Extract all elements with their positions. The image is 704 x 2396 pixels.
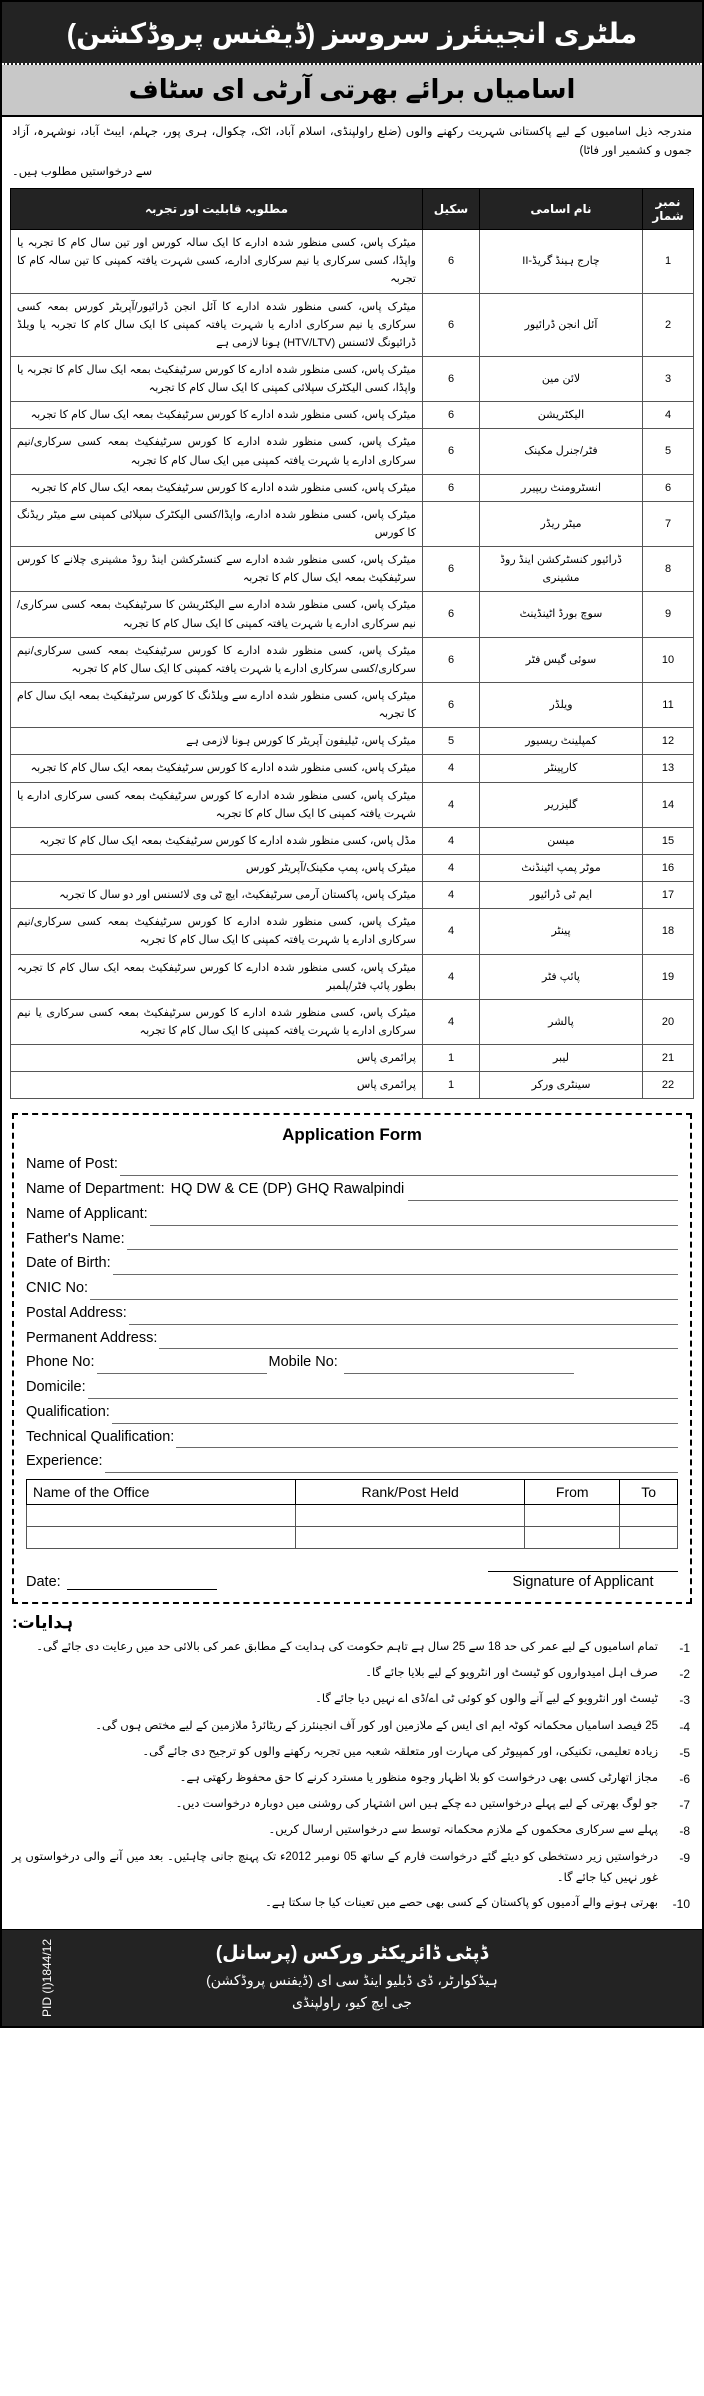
table-row: [11, 547, 694, 592]
phone-label: Phone No:: [26, 1354, 95, 1371]
cell-qualification: میٹرک پاس، کسی منظور شدہ ادارے سے الیکٹریشن کا سرٹیفکیٹ بمعہ کسی سرکاری/نیم سرکاری ادارے یا شہرت یافتہ کمپنی کا ایک سال کام کا تجربہ: [11, 592, 423, 637]
column-header-serial: نمبر شمار: [643, 189, 694, 230]
instruction-item: [12, 1820, 690, 1842]
subtitle-banner: [2, 65, 702, 117]
field-input[interactable]: [113, 1260, 678, 1275]
table-row: [11, 637, 694, 682]
cell-qualification: میٹرک پاس، کسی منظور شدہ ادارے سے ویلڈنگ کا کورس سرٹیفکیٹ بمعہ ایک سال کام کا تجربہ: [11, 682, 423, 727]
experience-cell[interactable]: [620, 1527, 678, 1549]
table-row: [11, 592, 694, 637]
cell-sr: 15: [643, 827, 694, 854]
form-field-row: [26, 1179, 678, 1201]
cell-qualification: میٹرک پاس، کسی منظور شدہ ادارے کا کورس سرٹیفکیٹ بمعہ کسی سرکاری/نیم سرکاری ادارے یا شہرت یافتہ کمپنی میں ایک سال کام کا تجربہ: [11, 429, 423, 474]
instruction-number: 7-: [679, 1798, 690, 1813]
table-row: [11, 755, 694, 782]
signature-label: Signature of Applicant: [512, 1574, 654, 1591]
jobs-table: [10, 188, 694, 1099]
form-footer-row: [26, 1571, 678, 1590]
cell-qualification: پرائمری پاس: [11, 1045, 423, 1072]
cell-name: چارج ہینڈ گریڈ-II: [480, 230, 643, 293]
cell-scale: [423, 501, 480, 546]
cell-sr: 9: [643, 592, 694, 637]
form-field-row: [26, 1427, 678, 1449]
cell-sr: 14: [643, 782, 694, 827]
instruction-number: 8-: [679, 1824, 690, 1839]
cell-scale: 4: [423, 854, 480, 881]
form-field-row: [26, 1402, 678, 1424]
cell-scale: 5: [423, 728, 480, 755]
authority-footer: [2, 1929, 702, 2025]
cell-sr: 6: [643, 474, 694, 501]
cell-name: انسٹرومنٹ ریپیرر: [480, 474, 643, 501]
experience-column-header: Rank/Post Held: [296, 1480, 525, 1505]
instruction-text: جو لوگ بھرتی کے لیے پہلے درخواستیں دے چکے ہیں اس اشتہار کی روشنی میں دوبارہ درخواست دیں۔: [175, 1798, 658, 1811]
application-form-title: Application Form: [282, 1125, 422, 1145]
table-row: [11, 909, 694, 954]
field-input[interactable]: [159, 1334, 678, 1349]
cell-scale: 6: [423, 592, 480, 637]
intro-line-1: مندرجہ ذیل اسامیوں کے لیے پاکستانی شہریت رکھنے والوں (ضلع راولپنڈی، اسلام آباد، اٹک، چکوال، ہری پور، جہلم، ایبٹ آباد، نوشہرہ، آزاد جموں و کشمیر اور فاٹا): [12, 125, 692, 158]
cell-name: لیبر: [480, 1045, 643, 1072]
cell-sr: 5: [643, 429, 694, 474]
instructions-heading: ہدایات:: [12, 1613, 74, 1633]
instruction-item: [12, 1663, 690, 1685]
instruction-item: [12, 1847, 690, 1890]
cell-qualification: میٹرک پاس، کسی منظور شدہ ادارے کا کورس سرٹیفکیٹ بمعہ کسی سرکاری ادارے یا شہرت یافتہ کمپنی کا ایک سال کام کا تجربہ: [11, 782, 423, 827]
signature-group: [488, 1571, 678, 1590]
cell-name: پینٹر: [480, 909, 643, 954]
column-header-qualification: مطلوبہ قابلیت اور تجربہ: [11, 189, 423, 230]
cell-qualification: مڈل پاس، کسی منظور شدہ ادارے کا کورس سرٹیفکیٹ بمعہ ایک سال کام کا تجربہ: [11, 827, 423, 854]
table-row: [11, 728, 694, 755]
cell-name: سوئی گیس فٹر: [480, 637, 643, 682]
cell-qualification: میٹرک پاس، کسی منظور شدہ ادارے کا کورس سرٹیفکیٹ بمعہ کسی سرکاری یا نیم سرکاری ادارے یا شہرت یافتہ کمپنی کا ایک سال کام کا تجربہ: [11, 999, 423, 1044]
cell-scale: 4: [423, 909, 480, 954]
cell-sr: 18: [643, 909, 694, 954]
cell-name: سینٹری ورکر: [480, 1072, 643, 1099]
table-row: [11, 230, 694, 293]
cell-sr: 17: [643, 882, 694, 909]
cell-name: کمپلینٹ ریسیور: [480, 728, 643, 755]
instruction-item: [12, 1742, 690, 1764]
cell-sr: 4: [643, 402, 694, 429]
form-field-row: [26, 1278, 678, 1300]
instruction-item: [12, 1689, 690, 1711]
instruction-number: 3-: [679, 1693, 690, 1708]
cell-sr: 22: [643, 1072, 694, 1099]
field-input[interactable]: [88, 1384, 678, 1399]
form-field-row: [26, 1303, 678, 1325]
field-label: Domicile:: [26, 1379, 86, 1396]
table-row: [11, 682, 694, 727]
experience-column-header: Name of the Office: [27, 1480, 296, 1505]
cell-qualification: میٹرک پاس، کسی منظور شدہ ادارے، واپڈا/کسی الیکٹرک سپلائی کمپنی سے میٹر ریڈنگ کا کورس: [11, 501, 423, 546]
instruction-text: درخواستیں زیر دستخطی کو دیئے گئے درخواست فارم کے ساتھ 05 نومبر 2012ء تک پہنچ جانی چاہئیں۔ بعد میں آنے والی درخواستوں پر غور نہیں کیا جائے گا۔: [12, 1850, 658, 1884]
cell-qualification: میٹرک پاس، کسی منظور شدہ ادارے کا کورس سرٹیفکیٹ بمعہ ایک سال کام کا تجربہ: [11, 402, 423, 429]
instruction-text: 25 فیصد اسامیاں محکمانہ کوٹہ ایم ای ایس کے ملازمین اور کور آف انجینئرز کے ریٹائرڈ ملازمین کے لیے مختص ہوں گی۔: [95, 1719, 658, 1732]
cell-scale: 6: [423, 682, 480, 727]
instruction-number: 2-: [679, 1667, 690, 1682]
instruction-number: 1-: [679, 1641, 690, 1656]
cell-qualification: میٹرک پاس، کسی منظور شدہ ادارے کا کورس سرٹیفکیٹ بمعہ کسی سرکاری/نیم سرکاری ادارے یا شہرت یافتہ کمپنی کا ایک سال کام کا تجربہ: [11, 909, 423, 954]
field-label: Permanent Address:: [26, 1329, 158, 1346]
field-input[interactable]: [112, 1409, 678, 1424]
cell-name: آئل انجن ڈرائیور: [480, 293, 643, 356]
cell-name: ویلڈر: [480, 682, 643, 727]
footer-location: جی ایچ کیو، راولپنڈی: [292, 1994, 412, 2011]
table-row: [11, 882, 694, 909]
organization-banner: [2, 2, 702, 65]
cell-scale: 6: [423, 402, 480, 429]
cell-name: پائپ فٹر: [480, 954, 643, 999]
experience-table: [26, 1479, 678, 1549]
cell-name: فٹر/جنرل مکینک: [480, 429, 643, 474]
cell-name: موٹر پمپ اٹینڈنٹ: [480, 854, 643, 881]
date-label: Date:: [26, 1574, 61, 1591]
table-row: [11, 501, 694, 546]
field-label: Name of Applicant:: [26, 1205, 148, 1222]
experience-cell[interactable]: [27, 1505, 296, 1527]
table-row: [11, 356, 694, 401]
cell-scale: 4: [423, 755, 480, 782]
table-row: [11, 954, 694, 999]
cell-sr: 2: [643, 293, 694, 356]
cell-sr: 16: [643, 854, 694, 881]
form-field-row: [26, 1451, 678, 1473]
form-field-row: [26, 1229, 678, 1251]
eligibility-intro: [2, 117, 702, 185]
cell-sr: 1: [643, 230, 694, 293]
cell-qualification: میٹرک پاس، کسی منظور شدہ ادارے کا کورس سرٹیفکیٹ بمعہ ایک سال کام کا تجربہ: [11, 474, 423, 501]
cell-scale: 1: [423, 1045, 480, 1072]
cell-sr: 19: [643, 954, 694, 999]
footer-designation: ڈپٹی ڈائریکٹر ورکس (پرسانل): [215, 1943, 489, 1965]
field-label: Qualification:: [26, 1403, 110, 1420]
field-input[interactable]: [150, 1211, 678, 1226]
cell-scale: 6: [423, 293, 480, 356]
cell-sr: 10: [643, 637, 694, 682]
cell-sr: 12: [643, 728, 694, 755]
form-field-row: [26, 1377, 678, 1399]
cell-name: الیکٹریشن: [480, 402, 643, 429]
cell-name: کارپینٹر: [480, 755, 643, 782]
field-input[interactable]: [90, 1285, 678, 1300]
instruction-number: 6-: [679, 1772, 690, 1787]
cell-scale: 4: [423, 782, 480, 827]
table-row: [11, 474, 694, 501]
instruction-item: [12, 1794, 690, 1816]
field-input[interactable]: [120, 1161, 678, 1176]
cell-scale: 6: [423, 429, 480, 474]
cell-scale: 6: [423, 230, 480, 293]
field-input[interactable]: [129, 1310, 678, 1325]
column-header-scale: سکیل: [423, 189, 480, 230]
cell-scale: 4: [423, 827, 480, 854]
jobs-table-body: [11, 230, 694, 1099]
cell-sr: 11: [643, 682, 694, 727]
cell-name: گلیزریر: [480, 782, 643, 827]
field-input[interactable]: [176, 1433, 678, 1448]
cell-qualification: میٹرک پاس، کسی منظور شدہ ادارے کا کورس سرٹیفکیٹ بمعہ ایک سال کام کا تجربہ: [11, 755, 423, 782]
phone-mobile-row: [26, 1352, 678, 1374]
table-row: [11, 429, 694, 474]
phone-input[interactable]: [97, 1359, 267, 1374]
instruction-text: تمام اسامیوں کے لیے عمر کی حد 18 سے 25 سال ہے تاہم حکومت کی ہدایت کے مطابق عمر کی بالائی حد میں رعایت دی جائے گی۔: [36, 1641, 658, 1654]
table-row: [11, 1072, 694, 1099]
cell-sr: 3: [643, 356, 694, 401]
cell-scale: 6: [423, 356, 480, 401]
organization-title: ملٹری انجینئرز سروسز (ڈیفنس پروڈکشن): [66, 18, 638, 49]
cell-qualification: پرائمری پاس: [11, 1072, 423, 1099]
instruction-text: پہلے سے سرکاری محکموں کے ملازم محکمانہ توسط سے درخواستیں ارسال کریں۔: [268, 1824, 658, 1837]
instruction-text: بھرتی ہونے والے آدمیوں کو پاکستان کے کسی بھی حصے میں تعینات کیا جا سکتا ہے۔: [265, 1897, 658, 1910]
cell-scale: 6: [423, 474, 480, 501]
instruction-number: 10-: [672, 1897, 690, 1912]
field-input[interactable]: [105, 1458, 678, 1473]
experience-cell[interactable]: [525, 1505, 620, 1527]
field-label: Technical Qualification:: [26, 1428, 175, 1445]
instruction-text: زیادہ تعلیمی، تکنیکی، اور کمپیوٹر کی مہارت اور متعلقہ شعبہ میں تجربہ رکھنے والوں کو ترجیح دی جائے گی۔: [142, 1745, 658, 1758]
cell-qualification: میٹرک پاس، کسی منظور شدہ ادارے سے کنسٹرکشن اینڈ روڈ مشینری چلانے کا کورس سرٹیفکیٹ بمعہ ایک سال کام کا تجربہ: [11, 547, 423, 592]
cell-qualification: میٹرک پاس، ٹیلیفون آپریٹر کا کورس ہونا لازمی ہے: [11, 728, 423, 755]
table-row: [11, 402, 694, 429]
table-row: [11, 854, 694, 881]
cell-sr: 20: [643, 999, 694, 1044]
cell-qualification: میٹرک پاس، پاکستان آرمی سرٹیفکیٹ، ایچ ٹی وی لائسنس اور دو سال کا تجربہ: [11, 882, 423, 909]
cell-name: ایم ٹی ڈرائیور: [480, 882, 643, 909]
experience-header-row: [27, 1480, 678, 1505]
field-label: Father's Name:: [26, 1230, 125, 1247]
cell-scale: 4: [423, 882, 480, 909]
experience-cell[interactable]: [525, 1527, 620, 1549]
column-header-post-name: نام اسامی: [480, 189, 643, 230]
field-input[interactable]: [127, 1235, 678, 1250]
form-fields-group-2: [26, 1377, 678, 1473]
instruction-item: [12, 1893, 690, 1915]
mobile-label: Mobile No:: [268, 1354, 338, 1371]
instruction-text: صرف اہل امیدواروں کو ٹیسٹ اور انٹرویو کے لیے بلایا جائے گا۔: [365, 1667, 658, 1680]
instruction-item: [12, 1716, 690, 1738]
cell-name: سوچ بورڈ اٹینڈینٹ: [480, 592, 643, 637]
table-row: [11, 293, 694, 356]
pid-number: PID (I)1844/12: [40, 1938, 55, 2017]
experience-column-header: From: [525, 1480, 620, 1505]
field-label: Name of Post:: [26, 1156, 118, 1173]
experience-cell[interactable]: [27, 1527, 296, 1549]
advertisement-subtitle: اسامیاں برائے بھرتی آرٹی ای سٹاف: [128, 74, 576, 104]
instruction-text: مجاز اتھارٹی کسی بھی درخواست کو بلا اظہار وجوہ منظور یا مسترد کرنے کا حق محفوظ رکھتی ہے۔: [179, 1772, 658, 1785]
cell-name: میسن: [480, 827, 643, 854]
cell-qualification: میٹرک پاس، کسی منظور شدہ ادارے کا کورس سرٹیفکیٹ بمعہ ایک سال کام کا تجربہ بطور پائپ فٹر/پلمبر: [11, 954, 423, 999]
field-label: Postal Address:: [26, 1304, 127, 1321]
cell-name: ڈرائیور کنسٹرکشن اینڈ روڈ مشینری: [480, 547, 643, 592]
field-label: Name of Department:: [26, 1181, 165, 1198]
cell-scale: 6: [423, 547, 480, 592]
experience-cell[interactable]: [620, 1505, 678, 1527]
experience-row: [27, 1505, 678, 1527]
instruction-item: [12, 1768, 690, 1790]
instruction-number: 5-: [679, 1745, 690, 1760]
cell-scale: 6: [423, 637, 480, 682]
form-fields-group-1: [26, 1154, 678, 1349]
form-field-row: [26, 1204, 678, 1226]
instructions-list: [2, 1635, 702, 1929]
cell-sr: 7: [643, 501, 694, 546]
date-input[interactable]: [67, 1577, 217, 1590]
date-group: [26, 1574, 217, 1590]
cell-qualification: میٹرک پاس، کسی منظور شدہ ادارے کا کورس سرٹیفکیٹ بمعہ کسی سرکاری/نیم سرکاری/کسی سرکاری ادارے یا شہرت یافتہ کمپنی کا ایک سال کام کا تجربہ: [11, 637, 423, 682]
cell-qualification: میٹرک پاس، کسی منظور شدہ ادارے کا ایک سالہ کورس اور تین سال کام کا تجربہ یا واپڈا، کسی سرکاری یا نیم سرکاری ادارے، کسی شہرت یافتہ کمپنی کا تین سالہ کام کا تجربہ: [11, 230, 423, 293]
cell-name: پالشر: [480, 999, 643, 1044]
mobile-input[interactable]: [344, 1359, 574, 1374]
instruction-item: [12, 1637, 690, 1659]
instruction-text: ٹیسٹ اور انٹرویو کے لیے آنے والوں کو کوئی ٹی اے/ڈی اے نہیں دیا جائے گا۔: [315, 1693, 658, 1706]
field-label: Date of Birth:: [26, 1255, 111, 1272]
field-label: Experience:: [26, 1453, 103, 1470]
cell-qualification: میٹرک پاس، کسی منظور شدہ ادارے کا آئل انجن ڈرائیور/آپریٹر کورس بمعہ کسی سرکاری یا نیم سرکاری ادارے یا شہرت یافتہ کمپنی کا ایک سال کام کا تجربہ یا ویلڈ ڈرائیونگ لائسنس (HTV/LTV) ہونا لازمی ہے: [11, 293, 423, 356]
field-value: HQ DW & CE (DP) GHQ Rawalpindi: [170, 1181, 405, 1198]
intro-line-2: سے درخواستیں مطلوب ہیں۔: [12, 165, 153, 178]
field-label: CNIC No:: [26, 1280, 89, 1297]
cell-sr: 21: [643, 1045, 694, 1072]
cell-name: لائن مین: [480, 356, 643, 401]
instruction-number: 9-: [679, 1850, 690, 1865]
table-row: [11, 999, 694, 1044]
cell-scale: 1: [423, 1072, 480, 1099]
application-form: [12, 1113, 692, 1604]
instruction-number: 4-: [679, 1719, 690, 1734]
table-header-row: [11, 189, 694, 230]
table-row: [11, 827, 694, 854]
cell-sr: 13: [643, 755, 694, 782]
experience-column-header: To: [620, 1480, 678, 1505]
form-field-row: [26, 1154, 678, 1176]
cell-sr: 8: [643, 547, 694, 592]
experience-cell[interactable]: [296, 1505, 525, 1527]
form-field-row: [26, 1328, 678, 1350]
cell-qualification: میٹرک پاس، کسی منظور شدہ ادارے کا کورس سرٹیفکیٹ بمعہ ایک سال کام کا تجربہ یا واپڈا، کسی الیکٹرک سپلائی کمپنی کا ایک سال کام کا تجربہ: [11, 356, 423, 401]
experience-row: [27, 1527, 678, 1549]
signature-line[interactable]: [488, 1571, 678, 1572]
cell-scale: 4: [423, 954, 480, 999]
cell-qualification: میٹرک پاس، پمپ مکینک/آپریٹر کورس: [11, 854, 423, 881]
experience-table-body: [27, 1505, 678, 1549]
field-input[interactable]: [408, 1186, 678, 1201]
table-row: [11, 1045, 694, 1072]
form-field-row: [26, 1253, 678, 1275]
footer-office: ہیڈکوارٹر، ڈی ڈبلیو اینڈ سی ای (ڈیفنس پروڈکشن): [206, 1971, 498, 1988]
experience-cell[interactable]: [296, 1527, 525, 1549]
table-row: [11, 782, 694, 827]
cell-scale: 4: [423, 999, 480, 1044]
jobs-table-wrapper: [2, 184, 702, 1103]
cell-name: میٹر ریڈر: [480, 501, 643, 546]
